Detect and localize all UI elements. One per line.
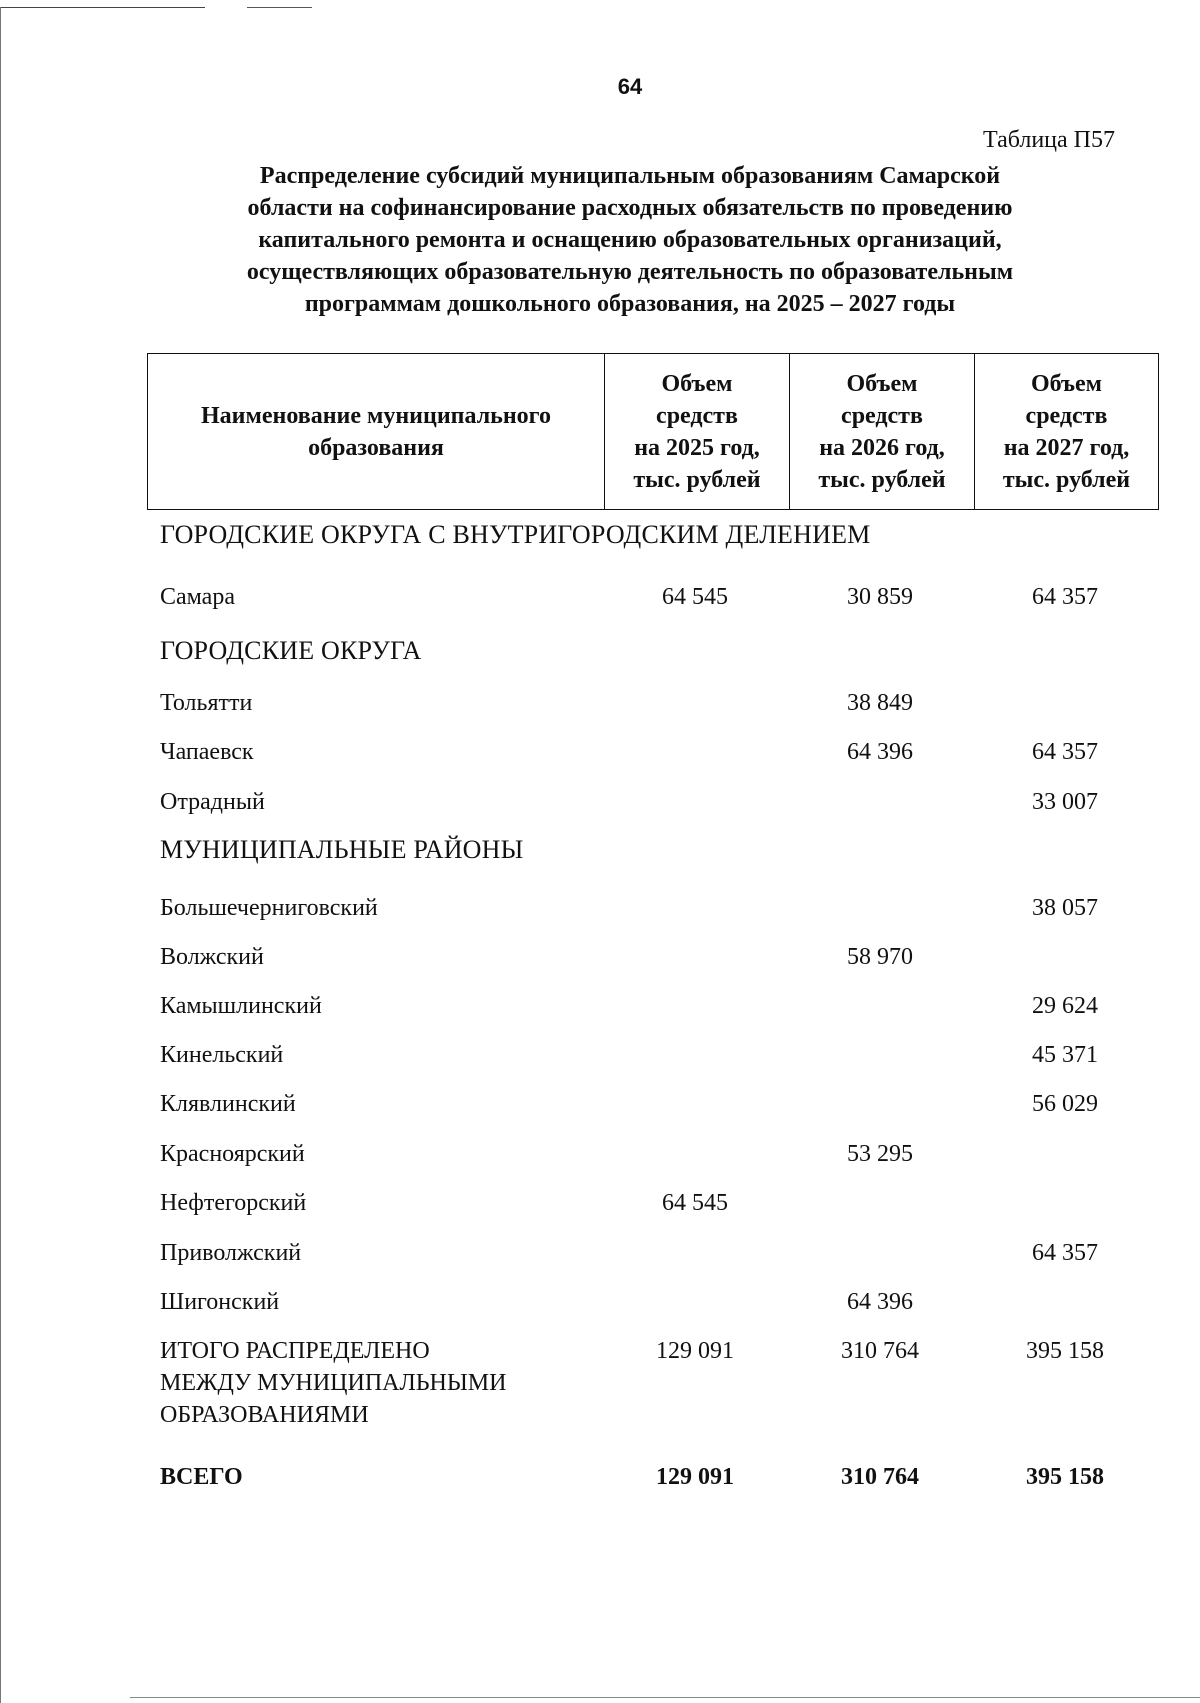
section-title: ГОРОДСКИЕ ОКРУГА С ВНУТРИГОРОДСКИМ ДЕЛЕНИЕМ (160, 520, 871, 549)
title-line: капитального ремонта и оснащению образовательных организаций, (258, 227, 1002, 253)
grand-total-2026: 310 764 (841, 1464, 919, 1490)
municipality-name: Клявлинский (160, 1091, 296, 1117)
value-2027: 45 371 (1032, 1042, 1098, 1068)
municipality-name: Самара (160, 584, 235, 610)
municipality-name: Приволжский (160, 1240, 302, 1266)
value-2027: 64 357 (1032, 739, 1098, 765)
value-2027: 56 029 (1032, 1091, 1098, 1117)
value-2026: 58 970 (847, 944, 913, 970)
value-2027: 38 057 (1032, 895, 1098, 921)
municipality-name: Волжский (160, 944, 264, 970)
table-label: Таблица П57 (983, 127, 1115, 153)
total-value-2027: 395 158 (1026, 1338, 1104, 1364)
header-volume-2025: Объем средств на 2025 год, тыс. рублей (605, 354, 790, 510)
value-2026: 53 295 (847, 1141, 913, 1167)
value-2027: 33 007 (1032, 789, 1098, 815)
title-line: области на софинансирование расходных обязательств по проведению (247, 195, 1013, 221)
municipality-name: Большечерниговский (160, 895, 378, 921)
header-volume-2027: Объем средств на 2027 год, тыс. рублей (975, 354, 1159, 510)
header-municipality-name: Наименование муниципального образования (148, 354, 605, 510)
scan-edge-line (0, 7, 205, 8)
header-volume-2026: Объем средств на 2026 год, тыс. рублей (790, 354, 975, 510)
scan-edge-line (0, 7, 1, 1703)
value-2027: 64 357 (1032, 584, 1098, 610)
page-number: 64 (617, 74, 643, 99)
municipality-name: Камышлинский (160, 993, 322, 1019)
value-2026: 30 859 (847, 584, 913, 610)
scan-edge-line (130, 1697, 1200, 1698)
value-2027: 64 357 (1032, 1240, 1098, 1266)
document-title (140, 160, 1120, 320)
scan-edge-line (247, 7, 312, 8)
grand-total-2025: 129 091 (656, 1464, 734, 1490)
municipality-name: Шигонский (160, 1289, 280, 1315)
value-2026: 64 396 (847, 739, 913, 765)
table-header (147, 353, 1159, 510)
title-line: осуществляющих образовательную деятельность по образовательным (246, 259, 1014, 285)
total-value-2025: 129 091 (656, 1338, 734, 1364)
section-title: ГОРОДСКИЕ ОКРУГА (160, 636, 422, 665)
value-2027: 29 624 (1032, 993, 1098, 1019)
title-line: Распределение субсидий муниципальным образованиям Самарской (259, 163, 1001, 189)
grand-total-label: ВСЕГО (160, 1464, 243, 1490)
total-label: ИТОГО РАСПРЕДЕЛЕНО МЕЖДУ МУНИЦИПАЛЬНЫМИ ОБРАЗОВАНИЯМИ (160, 1338, 507, 1428)
value-2026: 38 849 (847, 690, 913, 716)
value-2026: 64 396 (847, 1289, 913, 1315)
title-line: программам дошкольного образования, на 2025 – 2027 годы (304, 291, 956, 317)
municipality-name: Отрадный (160, 789, 265, 815)
municipality-name: Чапаевск (160, 739, 254, 765)
municipality-name: Кинельский (160, 1042, 284, 1068)
section-title: МУНИЦИПАЛЬНЫЕ РАЙОНЫ (160, 835, 524, 864)
municipality-name: Тольятти (160, 690, 253, 716)
value-2025: 64 545 (662, 584, 728, 610)
value-2025: 64 545 (662, 1190, 728, 1216)
grand-total-2027: 395 158 (1026, 1464, 1104, 1490)
municipality-name: Нефтегорский (160, 1190, 307, 1216)
municipality-name: Красноярский (160, 1141, 305, 1167)
total-value-2026: 310 764 (841, 1338, 919, 1364)
